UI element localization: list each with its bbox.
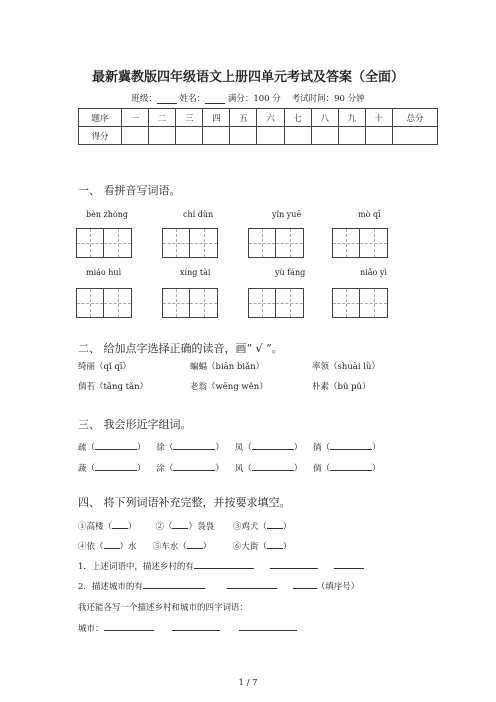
- answer-blank[interactable]: [104, 540, 120, 549]
- header-cell: 七: [284, 109, 311, 127]
- word-group-row: [78, 441, 381, 453]
- answer-blank[interactable]: [270, 560, 318, 569]
- char-label: 涂（: [156, 464, 174, 474]
- answer-blank[interactable]: [173, 462, 215, 471]
- char-label: 凤（: [234, 443, 252, 453]
- question-text: 城市：: [78, 624, 104, 634]
- header-cell: 九: [338, 109, 365, 127]
- answer-blank[interactable]: [95, 462, 137, 471]
- char-label: 倘（: [313, 464, 331, 474]
- score-cell[interactable]: [257, 127, 284, 145]
- pinyin: mò qī: [358, 210, 381, 219]
- writing-grid[interactable]: [248, 288, 304, 318]
- writing-grid[interactable]: [162, 228, 218, 258]
- answer-blank[interactable]: [252, 441, 294, 450]
- score-cell[interactable]: [149, 127, 176, 145]
- answer-blank[interactable]: [173, 441, 215, 450]
- score-cell[interactable]: [311, 127, 338, 145]
- pronunciation-choice[interactable]: 绮丽（qǐ qī）: [78, 362, 132, 372]
- paren: ）: [137, 443, 146, 453]
- paren: ）: [128, 522, 137, 532]
- item-label: ）袅袅: [188, 522, 214, 532]
- score-cell[interactable]: [122, 127, 149, 145]
- answer-blank[interactable]: [95, 441, 137, 450]
- pinyin: yǐn yuē: [272, 210, 302, 219]
- answer-blank[interactable]: [172, 520, 188, 529]
- item-label: ③鸡犬（: [232, 522, 267, 532]
- answer-blank[interactable]: [252, 462, 294, 471]
- answer-blank[interactable]: [267, 540, 283, 549]
- pronunciation-choice[interactable]: 老翁（wēng wěn）: [190, 382, 268, 392]
- paren: ）: [293, 443, 303, 453]
- answer-blank[interactable]: [112, 520, 128, 529]
- score-header-row: [79, 109, 438, 127]
- answer-blank[interactable]: [293, 580, 317, 589]
- score-cell[interactable]: [176, 127, 203, 145]
- paren: ）: [202, 542, 212, 552]
- answer-blank[interactable]: [267, 520, 283, 529]
- char-label: 徐（: [156, 443, 174, 453]
- fill-row: [78, 540, 291, 552]
- paren: ）: [215, 443, 224, 453]
- pinyin: miáo huì: [86, 268, 122, 277]
- question-1: [78, 560, 364, 572]
- answer-blank[interactable]: [172, 622, 220, 631]
- question-text: 1．上述词语中，描述乡村的有: [78, 562, 194, 572]
- score-cell[interactable]: [393, 127, 438, 145]
- char-label: 疏（: [78, 443, 96, 453]
- writing-grid[interactable]: [248, 228, 304, 258]
- full-score: 满分：100 分: [227, 94, 281, 104]
- pronunciation-choice[interactable]: 倘若（tǎng tǎn）: [78, 382, 149, 392]
- item-label: ⑥大街（: [232, 542, 267, 552]
- header-cell: 题序: [79, 109, 122, 127]
- score-cell[interactable]: [338, 127, 365, 145]
- item-label: ①高楼（: [78, 522, 113, 532]
- section-4-heading: 四、 将下列词语补充完整，并按要求填空。: [78, 496, 291, 509]
- answer-blank[interactable]: [330, 441, 372, 450]
- pinyin: bèn zhòng: [86, 210, 129, 219]
- item-label: ④依（: [78, 542, 104, 552]
- score-cell[interactable]: [203, 127, 230, 145]
- fill-row: [78, 520, 291, 532]
- char-label: 徜（: [313, 443, 331, 453]
- question-text: 2．描述城市的有: [78, 582, 143, 592]
- header-cell: 六: [257, 109, 284, 127]
- writing-grid[interactable]: [76, 288, 132, 318]
- writing-grid[interactable]: [76, 228, 132, 258]
- answer-blank[interactable]: [187, 540, 203, 549]
- answer-blank[interactable]: [104, 622, 154, 631]
- paren: ）: [282, 522, 292, 532]
- paren: ）: [372, 443, 381, 453]
- answer-blank[interactable]: [143, 580, 205, 589]
- word-group-row: [78, 462, 381, 474]
- question-2: [78, 580, 359, 592]
- writing-grid[interactable]: [162, 288, 218, 318]
- paren: ）: [137, 464, 146, 474]
- paren: ）: [282, 542, 292, 552]
- writing-grid[interactable]: [332, 288, 388, 318]
- name-label: 姓名：: [179, 94, 206, 104]
- score-cell[interactable]: [230, 127, 257, 145]
- answer-blank[interactable]: [330, 462, 372, 471]
- section-2-heading: 二、 给加点字选择正确的读音，画“ √ ”。: [78, 342, 283, 355]
- writing-grid[interactable]: [332, 228, 388, 258]
- question-4: [78, 622, 297, 634]
- answer-blank[interactable]: [334, 560, 364, 569]
- paren: ）: [293, 464, 303, 474]
- class-blank[interactable]: [157, 94, 177, 104]
- char-label: 风（: [234, 464, 252, 474]
- question-3: 我还能各写一个描述乡村和城市的四字词语：: [78, 603, 249, 613]
- answer-blank[interactable]: [194, 560, 254, 569]
- pronunciation-choice[interactable]: 朴素（bǔ pǔ）: [312, 382, 371, 392]
- section-1-heading: 一、 看拼音写词语。: [78, 184, 181, 197]
- page-number: 1 / 7: [238, 678, 258, 688]
- header-cell: 二: [149, 109, 176, 127]
- question-note: （填序号）: [316, 582, 360, 592]
- pinyin: yù fáng: [275, 268, 306, 277]
- header-cell: 五: [230, 109, 257, 127]
- paren: ）: [372, 464, 381, 474]
- header-cell: 八: [311, 109, 338, 127]
- answer-blank[interactable]: [239, 622, 297, 631]
- item-label: ）水: [119, 542, 137, 552]
- pinyin: chí dùn: [183, 210, 214, 219]
- pronunciation-choice[interactable]: 率领（shuài lǜ）: [312, 362, 380, 372]
- score-table: [78, 108, 438, 145]
- char-label: 蔬（: [78, 464, 96, 474]
- name-blank[interactable]: [205, 94, 225, 104]
- pinyin: xíng tài: [180, 268, 211, 277]
- page-title: 最新冀教版四年级语文上册四单元考试及答案（全面）: [91, 70, 404, 85]
- paren: ）: [215, 464, 224, 474]
- section-3-heading: 三、 我会形近字组词。: [78, 418, 192, 431]
- class-label: 班级：: [131, 94, 157, 104]
- header-cell: 三: [176, 109, 203, 127]
- score-cell[interactable]: [365, 127, 392, 145]
- score-label: 得分: [79, 127, 122, 145]
- header-cell: 十: [365, 109, 392, 127]
- exam-info: [0, 92, 496, 104]
- header-cell: 总分: [393, 109, 438, 127]
- header-cell: 四: [203, 109, 230, 127]
- score-cell[interactable]: [284, 127, 311, 145]
- item-label: ②（: [155, 522, 173, 532]
- pinyin: niǎo yì: [360, 268, 387, 277]
- pronunciation-choice[interactable]: 蝙蝠（biān biǎn）: [190, 362, 265, 372]
- exam-time: 考试时间：90 分钟: [291, 94, 365, 104]
- score-value-row: [79, 127, 438, 145]
- item-label: ⑤车水（: [152, 542, 187, 552]
- header-cell: 一: [122, 109, 149, 127]
- answer-blank[interactable]: [227, 580, 277, 589]
